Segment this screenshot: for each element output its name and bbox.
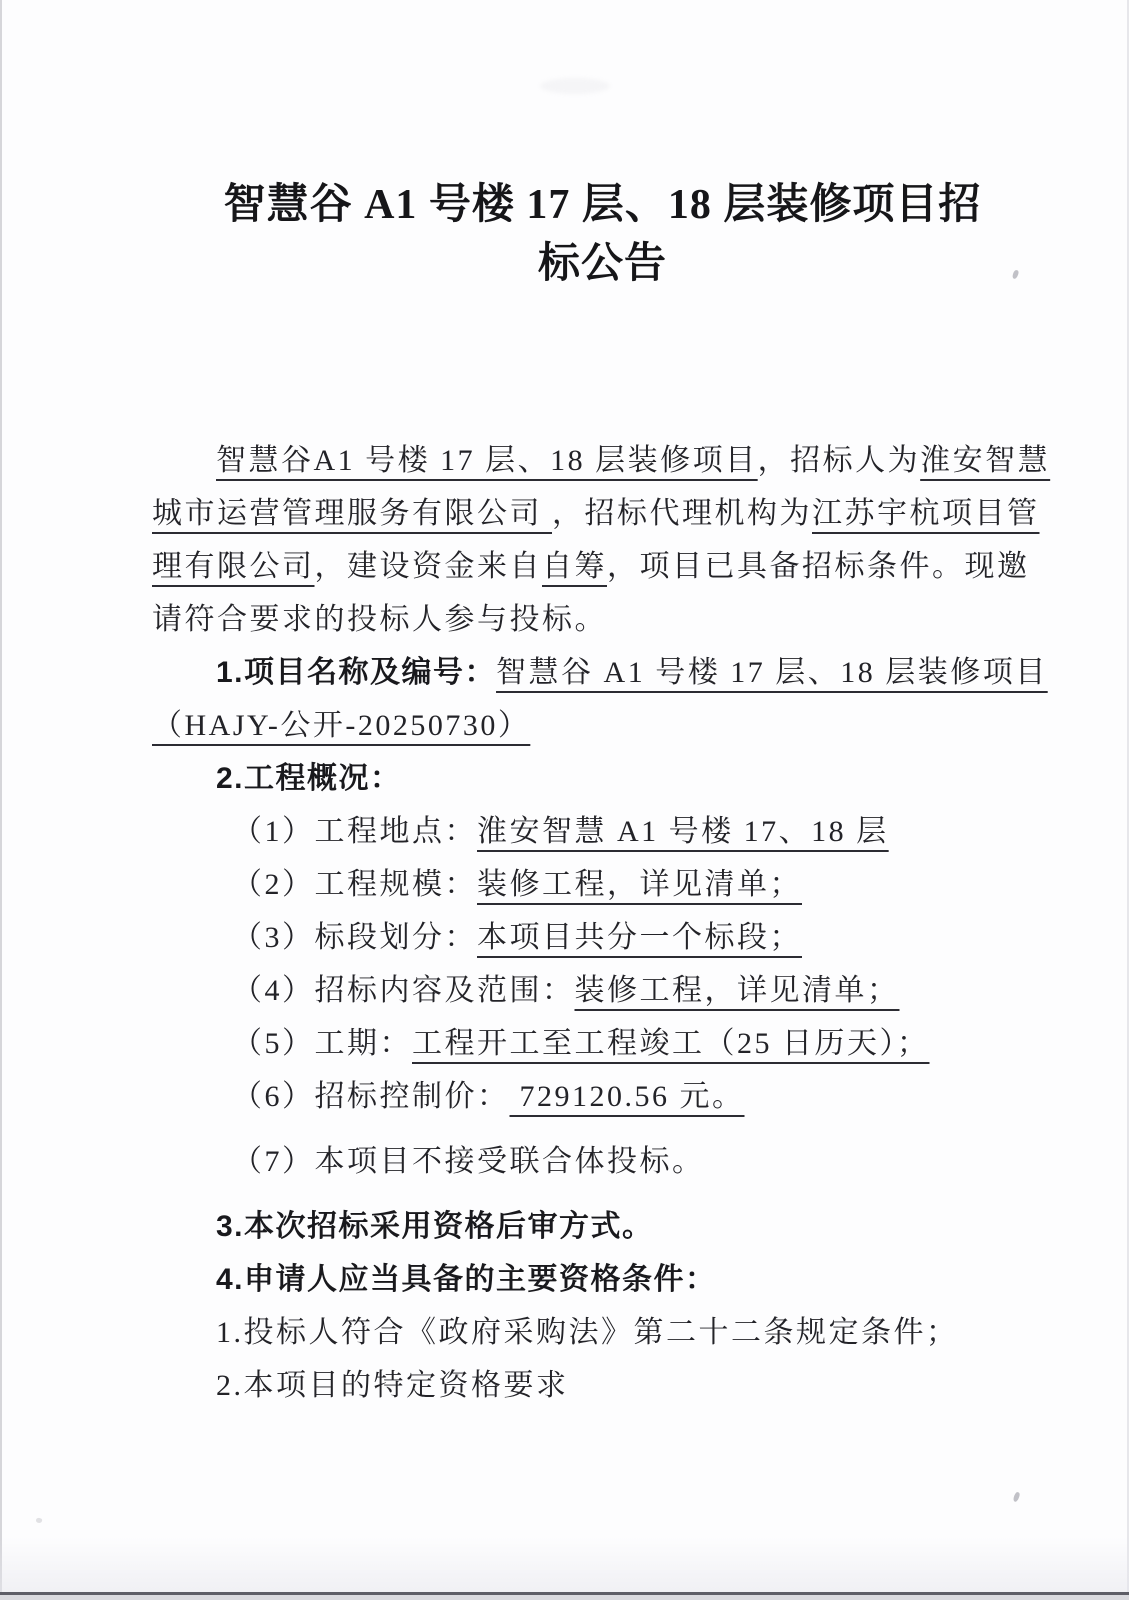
- intro-line-1: [152, 434, 1051, 487]
- overview-item-control-price: [152, 1070, 985, 1123]
- scan-smudge: [540, 78, 610, 94]
- scan-bottom-shadow: [0, 1537, 1129, 1592]
- section2-heading-line: [152, 752, 985, 805]
- intro-text: ，招标代理机构为: [552, 497, 812, 530]
- item-value-underlined: 729120.56 元。: [509, 1080, 745, 1113]
- document-title: [186, 176, 1019, 294]
- item-value-underlined: 工程开工至工程竣工（25 日历天）；: [412, 1027, 930, 1060]
- section3-heading: 3.本次招标采用资格后审方式。: [216, 1210, 654, 1243]
- title-line-2: 标公告: [537, 241, 667, 287]
- underlined-tenderer-part1: 淮安智慧: [920, 444, 1051, 477]
- underlined-project-number: （HAJY-公开-20250730）: [152, 709, 531, 742]
- scan-speck: [1013, 1491, 1021, 1502]
- overview-item-sections: [152, 911, 985, 964]
- underlined-agency-part2: 理有限公司: [152, 550, 315, 583]
- overview-item-scale: [152, 858, 985, 911]
- overview-item-no-consortium: [152, 1135, 985, 1188]
- item-label: （6）招标控制价：: [232, 1080, 510, 1113]
- intro-text: ，建设资金来自: [314, 550, 542, 583]
- section1-line-1: [152, 646, 1048, 699]
- section4-heading: 4.申请人应当具备的主要资格条件：: [216, 1263, 717, 1296]
- item-label: （1）工程地点：: [232, 815, 477, 848]
- overview-item-scope: [152, 964, 985, 1017]
- intro-text: 请符合要求的投标人参与投标。: [152, 603, 607, 636]
- underlined-project-name-value: 智慧谷 A1 号楼 17 层、18 层装修项目: [496, 656, 1048, 689]
- item-label: （4）招标内容及范围：: [232, 974, 575, 1007]
- scan-left-edge: [0, 0, 2, 1600]
- overview-item-duration: [152, 1017, 985, 1070]
- section3-heading-line: [152, 1200, 985, 1253]
- item-label: （2）工程规模：: [232, 868, 477, 901]
- underlined-funding-source: 自筹: [542, 550, 607, 583]
- qualification-item-2: [152, 1359, 985, 1412]
- underlined-tenderer-part2: 城市运营管理服务有限公司: [152, 497, 552, 530]
- scan-bottom-edge-under: [0, 1595, 1129, 1600]
- item-label: 2.本项目的特定资格要求: [216, 1369, 569, 1402]
- section4-heading-line: [152, 1253, 985, 1306]
- item-label: （5）工期：: [232, 1027, 412, 1060]
- section1-line-2: [152, 699, 985, 752]
- section2-heading: 2.工程概况：: [216, 762, 402, 795]
- item-label: 1.投标人符合《政府采购法》第二十二条规定条件；: [216, 1316, 959, 1349]
- intro-line-3: [152, 540, 1030, 593]
- item-value-underlined: 淮安智慧 A1 号楼 17、18 层: [477, 815, 889, 848]
- overview-item-location: [152, 805, 985, 858]
- title-line-1: 智慧谷 A1 号楼 17 层、18 层装修项目招: [223, 182, 982, 228]
- item-value-underlined: 本项目共分一个标段；: [477, 921, 802, 954]
- document-body: [152, 434, 1051, 1412]
- intro-text: ，项目已具备招标条件。现邀: [607, 550, 1030, 583]
- scan-speck: [35, 1517, 42, 1524]
- item-value-underlined: 装修工程，详见清单；: [477, 868, 802, 901]
- intro-line-2: [152, 487, 1040, 540]
- underlined-project-name: 智慧谷A1 号楼 17 层、18 层装修项目: [216, 444, 758, 477]
- item-label: （3）标段划分：: [232, 921, 477, 954]
- item-value-underlined: 装修工程，详见清单；: [574, 974, 900, 1007]
- intro-line-4: [152, 593, 985, 646]
- item-label: （7）本项目不接受联合体投标。: [232, 1145, 705, 1178]
- underlined-agency-part1: 江苏宇杭项目管: [812, 497, 1040, 530]
- section1-heading: 1.项目名称及编号：: [216, 656, 497, 689]
- qualification-item-1: [152, 1306, 985, 1359]
- intro-text: ，招标人为: [757, 444, 921, 477]
